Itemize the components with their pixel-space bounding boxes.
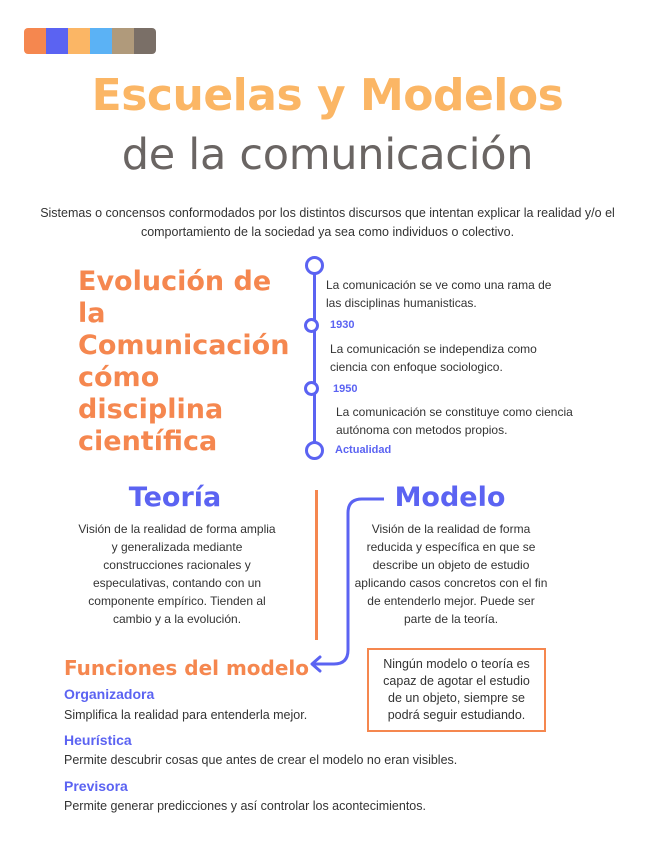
function-desc: Simplifica la realidad para entenderla mejor. [64, 708, 308, 722]
color-swatch [134, 28, 156, 54]
teoria-heading: Teoría [128, 482, 222, 513]
timeline-dot [305, 441, 324, 460]
color-swatch [90, 28, 112, 54]
color-swatch [112, 28, 134, 54]
function-desc: Permite descubrir cosas que antes de crear el modelo no eran visibles. [64, 753, 458, 767]
evolution-heading: Evolución de la Comunicación cómo disciplina científica [78, 266, 290, 457]
function-name: Organizadora [64, 686, 155, 702]
timeline-dot [305, 256, 324, 275]
timeline-text: La comunicación se independiza como ciencia con enfoque sociologico. [330, 342, 537, 374]
timeline-dot [304, 318, 319, 333]
timeline-text: La comunicación se constituye como ciencia autónoma con metodos propios. [336, 405, 573, 437]
color-swatch [46, 28, 68, 54]
page-title: Escuelas y Modelos [91, 70, 564, 121]
timeline-year: Actualidad [335, 444, 392, 456]
page-title-sub: de la comunicación [121, 130, 534, 180]
timeline-year: 1930 [330, 319, 355, 331]
note-box: Ningún modelo o teoría es capaz de agotar el estudio de un objeto, siempre se podrá seguir estudiando. [367, 648, 546, 732]
timeline-text: La comunicación se ve como una rama de las disciplinas humanisticas. [326, 278, 552, 310]
timeline-year: 1950 [333, 383, 358, 395]
intro-text: Sistemas o concensos conformodados por los distintos discursos que intentan explicar la realidad y/o el comportamiento de la sociedad ya sea como individuos o colectivo. [40, 206, 615, 239]
teoria-text: Visión de la realidad de forma amplia y generalizada mediante construcciones racionales y especulativas, contando con un componente empírico. Tienden al cambio y a la evolución. [78, 522, 276, 626]
function-name: Previsora [64, 778, 128, 794]
color-swatch [24, 28, 46, 54]
functions-heading: Funciones del modelo [64, 656, 310, 680]
color-swatch [68, 28, 90, 54]
modelo-text: Visión de la realidad de forma reducida y específica en que se describe un objeto de estudio aplicando casos concretos con el fin de entenderlo mejor. Puede ser parte de la teoría. [354, 522, 548, 626]
timeline-dot [304, 381, 319, 396]
function-name: Heurística [64, 732, 132, 748]
timeline-line [313, 264, 316, 452]
function-desc: Permite generar predicciones y así controlar los acontecimientos. [64, 799, 426, 813]
color-palette [24, 28, 156, 54]
modelo-heading: Modelo [394, 482, 506, 513]
